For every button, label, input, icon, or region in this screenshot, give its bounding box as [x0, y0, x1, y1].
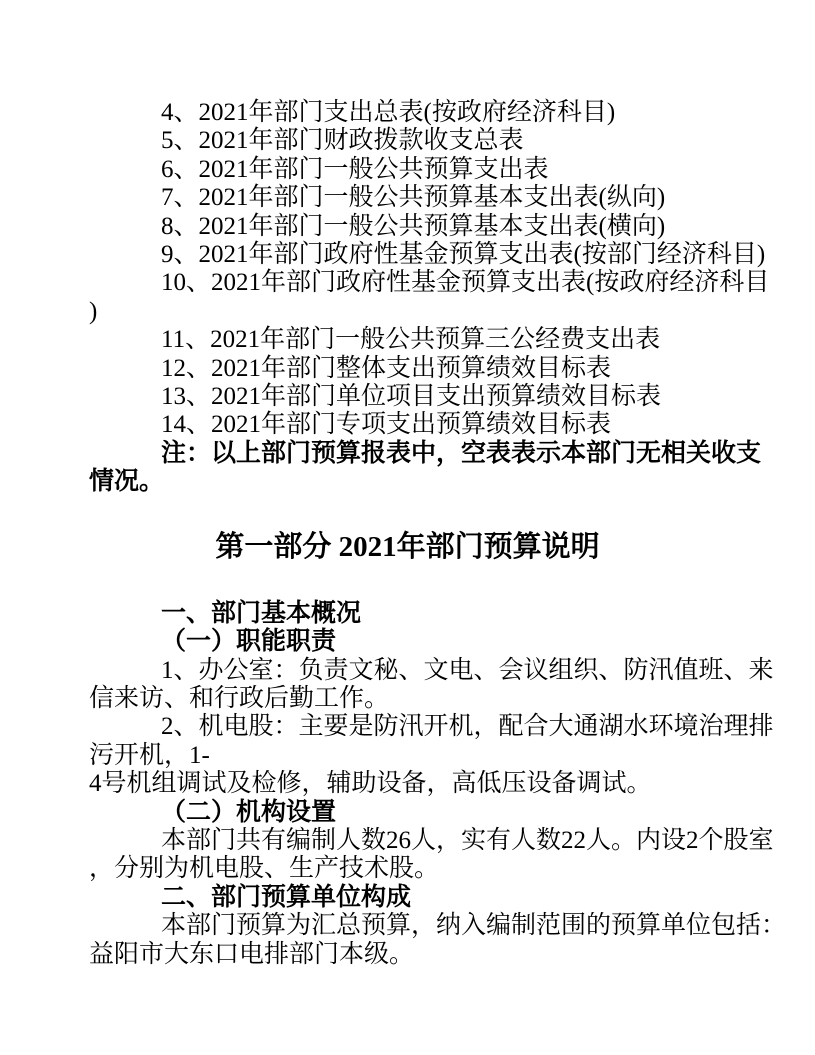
toc-item: 7、2021年部门一般公共预算基本支出表(纵向): [161, 184, 666, 212]
subsection-heading-duties: （一）职能职责: [161, 628, 337, 656]
toc-item-wrap-line: ): [89, 297, 98, 325]
toc-item: 11、2021年部门一般公共预算三公经费支出表: [161, 326, 661, 354]
subsection-heading-structure: （二）机构设置: [161, 798, 337, 826]
toc-item: 9、2021年部门政府性基金预算支出表(按部门经济科目): [161, 241, 766, 269]
note-line-2: 情况。: [89, 468, 165, 496]
toc-item: 4、2021年部门支出总表(按政府经济科目): [161, 99, 616, 126]
note-line-1: 注：以上部门预算报表中，空表表示本部门无相关收支: [161, 439, 762, 467]
toc-item: 13、2021年部门单位项目支出预算绩效目标表: [161, 383, 662, 411]
toc-item: 5、2021年部门财政拨款收支总表: [161, 127, 524, 155]
body-line: 信来访、和行政后勤工作。: [89, 684, 390, 712]
toc-item: 10、2021年部门政府性基金预算支出表(按政府经济科目: [161, 269, 770, 297]
body-line: 本部门共有编制人数26人，实有人数22人。内设2个股室: [161, 826, 774, 854]
toc-item: 6、2021年部门一般公共预算支出表: [161, 155, 549, 183]
section-heading-overview: 一、部门基本概况: [161, 599, 362, 627]
body-line: 4号机组调试及检修，辅助设备，高低压设备调试。: [89, 770, 652, 798]
body-line: 1、办公室：负责文秘、文电、会议组织、防汛值班、来: [161, 656, 774, 684]
body-line: ，分别为机电股、生产技术股。: [89, 855, 440, 883]
toc-item: 14、2021年部门专项支出预算绩效目标表: [161, 411, 612, 439]
section-heading-units: 二、部门预算单位构成: [161, 883, 412, 911]
body-line: 污开机，1-: [89, 741, 210, 769]
toc-item: 8、2021年部门一般公共预算基本支出表(横向): [161, 212, 666, 240]
body-line: 益阳市大东口电排部门本级。: [89, 940, 415, 968]
part1-heading: 第一部分 2021年部门预算说明: [215, 530, 600, 563]
body-line: 本部门预算为汇总预算，纳入编制范围的预算单位包括：: [161, 912, 787, 940]
body-line: 2、机电股：主要是防汛开机，配合大通湖水环境治理排: [161, 713, 774, 741]
toc-item: 12、2021年部门整体支出预算绩效目标表: [161, 354, 612, 382]
